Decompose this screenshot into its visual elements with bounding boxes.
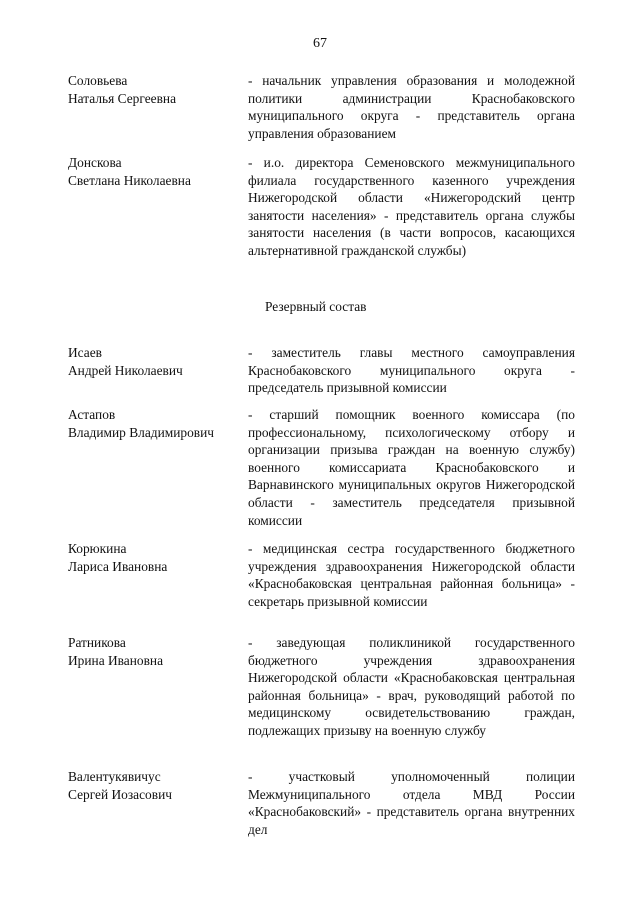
member-given-names: Наталья Сергеевна [68, 90, 177, 106]
member-given-names: Андрей Николаевич [68, 362, 183, 378]
reserve-members-list [68, 344, 575, 838]
reserve-section-heading: Резервный состав [265, 299, 367, 314]
member-name [68, 72, 248, 154]
member-surname: Донскова [68, 155, 122, 170]
member-entry [68, 72, 575, 154]
reserve-member-entry [68, 344, 575, 406]
member-role: - участковый уполномоченный полиции Межмуниципального отдела МВД России «Краснобаковский» - представитель органа внутренних дел [248, 769, 575, 837]
member-role: - медицинская сестра государственного бюджетного учреждения здравоохранения Нижегородской области «Краснобаковская центральная районная больница» - секретарь призывной комиссии [248, 541, 575, 609]
member-role: - заместитель главы местного самоуправления Краснобаковского муниципального округа - председатель призывной комиссии [248, 345, 575, 396]
member-name [68, 344, 248, 406]
member-name [68, 768, 248, 838]
member-given-names: Владимир Владимирович [68, 424, 215, 440]
member-role: - начальник управления образования и молодежной политики администрации Краснобаковского муниципального округа - представитель органа управления образованием [248, 73, 575, 141]
member-given-names: Светлана Николаевна [68, 172, 191, 188]
reserve-member-entry [68, 634, 575, 768]
reserve-member-entry [68, 540, 575, 634]
member-role: - старший помощник военного комиссара (по профессиональному, психологическому отбору и организации призыва граждан на военную службу) военного комиссариата Краснобаковского и Варнавинского муниципальных округов Нижегородской области - заместитель председателя призывной комиссии [248, 407, 575, 528]
member-given-names: Ирина Ивановна [68, 652, 164, 668]
member-given-names: Лариса Ивановна [68, 558, 168, 574]
member-surname: Ратникова [68, 635, 126, 650]
member-surname: Валентукявичус [68, 769, 161, 784]
member-name [68, 154, 248, 260]
member-given-names: Сергей Иозасович [68, 786, 172, 802]
member-surname: Исаев [68, 345, 102, 360]
reserve-member-entry [68, 406, 575, 540]
member-surname: Соловьева [68, 73, 128, 88]
reserve-member-entry [68, 768, 575, 838]
member-name [68, 540, 248, 634]
member-role: - заведующая поликлиникой государственного бюджетного учреждения здравоохранения Нижегородской области «Краснобаковская центральная районная больница» - врач, руководящий работой по медицинскому освидетельствованию граждан, подлежащих призыву на военную службу [248, 635, 575, 738]
member-name [68, 406, 248, 540]
members-list [68, 72, 575, 260]
member-role: - и.о. директора Семеновского межмуниципального филиала государственного казенного учреждения Нижегородской области «Нижегородский центр занятости населения» - представитель органа службы занятости населения (в части вопросов, касающихся альтернативной гражданской службы) [248, 155, 575, 258]
member-entry [68, 154, 575, 260]
member-surname: Астапов [68, 407, 116, 422]
member-name [68, 634, 248, 768]
page-number: 67 [313, 36, 327, 51]
member-surname: Корюкина [68, 541, 127, 556]
